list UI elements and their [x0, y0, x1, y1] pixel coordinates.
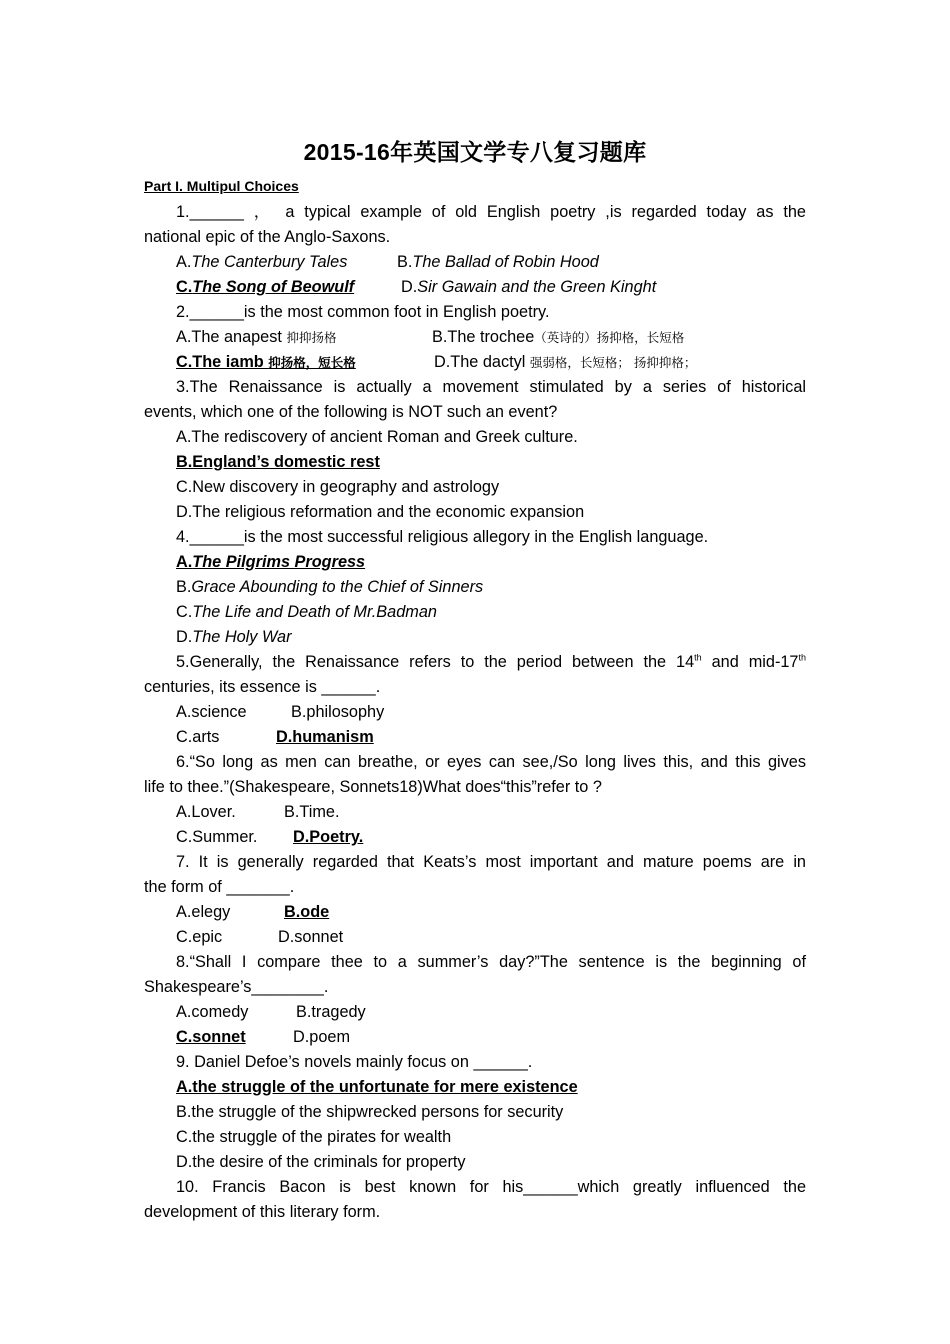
q7-options-ab: [176, 900, 806, 925]
q6-stem-line2: life to thee.”(Shakespeare, Sonnets18)What does“this”refer to ?: [144, 778, 602, 796]
q8-option-c-answer: C.sonnet: [176, 1028, 246, 1046]
q3-option-a: A.The rediscovery of ancient Roman and Greek culture.: [176, 428, 578, 446]
q6-option-d-answer: D.Poetry.: [293, 828, 364, 846]
q7-option-a: A.elegy: [176, 903, 231, 921]
q2-option-a: A.The anapest 抑抑扬格: [176, 328, 337, 346]
q1-options-ab: [176, 250, 806, 275]
q10-stem-line1: 10. Francis Bacon is best known for his______which greatly influenced the: [176, 1178, 806, 1196]
q8-stem-line2: Shakespeare’s________.: [144, 978, 329, 996]
page-title: 2015-16年英国文学专八复习题库: [303, 139, 647, 165]
q9-stem: 9. Daniel Defoe’s novels mainly focus on ______.: [176, 1053, 533, 1071]
q1-stem-line2: national epic of the Anglo-Saxons.: [144, 228, 391, 246]
q9-option-b: B.the struggle of the shipwrecked persons for security: [176, 1103, 564, 1121]
q5-option-c: C.arts: [176, 728, 220, 746]
q5-option-a: A.science: [176, 703, 247, 721]
q7-option-d: D.sonnet: [278, 928, 344, 946]
q8-stem-line1: 8.“Shall I compare thee to a summer’s day?”The sentence is the beginning of: [176, 953, 806, 971]
q6-option-b: B.Time.: [284, 803, 340, 821]
q3-option-b-answer: B.England’s domestic rest: [176, 453, 380, 471]
q10-stem-line2: development of this literary form.: [144, 1203, 381, 1221]
q9-option-a-answer: A.the struggle of the unfortunate for mere existence: [176, 1078, 578, 1096]
q6-options-cd: [176, 825, 806, 850]
q2-options-cd: [176, 350, 806, 375]
q8-options-cd: [176, 1025, 806, 1050]
q6-stem-line1: 6.“So long as men can breathe, or eyes can see,/So long lives this, and this gives: [176, 753, 806, 771]
q5-options-cd: [176, 725, 806, 750]
q2-options-ab: [176, 325, 806, 350]
q2-option-d: D.The dactyl 强弱格，长短格； 扬抑抑格；: [434, 353, 697, 371]
q4-option-d: D.The Holy War: [176, 628, 292, 646]
q6-options-ab: [176, 800, 806, 825]
q5-options-ab: [176, 700, 806, 725]
q2-option-b: B.The trochee（英诗的）扬抑格，长短格: [432, 328, 685, 346]
q3-option-d: D.The religious reformation and the economic expansion: [176, 503, 585, 521]
part-heading: Part I. Multipul Choices: [144, 178, 299, 194]
q3-stem-line1: 3.The Renaissance is actually a movement stimulated by a series of historical: [176, 378, 806, 396]
q7-option-b-answer: B.ode: [284, 903, 330, 921]
q7-stem-line1: 7. It is generally regarded that Keats’s most important and mature poems are in: [176, 853, 806, 871]
q4-option-c: C.The Life and Death of Mr.Badman: [176, 603, 437, 621]
q8-option-a: A.comedy: [176, 1003, 249, 1021]
q1-option-a: A.The Canterbury Tales: [176, 253, 348, 271]
q1-option-c-answer: C.The Song of Beowulf: [176, 278, 355, 296]
q9-option-d: D.the desire of the criminals for property: [176, 1153, 466, 1171]
q1-options-cd: [176, 275, 806, 300]
q2-stem: 2.______is the most common foot in English poetry.: [176, 303, 550, 321]
q1-option-b: B.The Ballad of Robin Hood: [397, 253, 599, 271]
q8-option-d: D.poem: [293, 1028, 351, 1046]
q2-option-c-answer: C.The iamb 抑扬格，短长格: [176, 353, 356, 371]
q5-stem-line2: centuries, its essence is ______.: [144, 678, 381, 696]
q1-option-d: D.Sir Gawain and the Green Kinght: [401, 278, 657, 296]
q5-option-d-answer: D.humanism: [276, 728, 374, 746]
q4-option-b: B.Grace Abounding to the Chief of Sinners: [176, 578, 484, 596]
q9-option-c: C.the struggle of the pirates for wealth: [176, 1128, 452, 1146]
q3-stem-line2: events, which one of the following is NOT such an event?: [144, 403, 558, 421]
q4-option-a-answer: A.The Pilgrims Progress: [176, 553, 366, 571]
q5-stem-line1: 5.Generally, the Renaissance refers to the period between the 14th and mid-17th: [176, 652, 806, 671]
q8-option-b: B.tragedy: [296, 1003, 366, 1021]
q7-options-cd: [176, 925, 806, 950]
q7-option-c: C.epic: [176, 928, 223, 946]
q6-option-a: A.Lover.: [176, 803, 236, 821]
q4-stem: 4.______is the most successful religious allegory in the English language.: [176, 528, 709, 546]
q6-option-c: C.Summer.: [176, 828, 258, 846]
q8-options-ab: [176, 1000, 806, 1025]
q7-stem-line2: the form of _______.: [144, 878, 295, 896]
q1-stem-line1: 1.______ ， a typical example of old English poetry ,is regarded today as the: [176, 203, 806, 221]
q3-option-c: C.New discovery in geography and astrology: [176, 478, 500, 496]
q5-option-b: B.philosophy: [291, 703, 385, 721]
